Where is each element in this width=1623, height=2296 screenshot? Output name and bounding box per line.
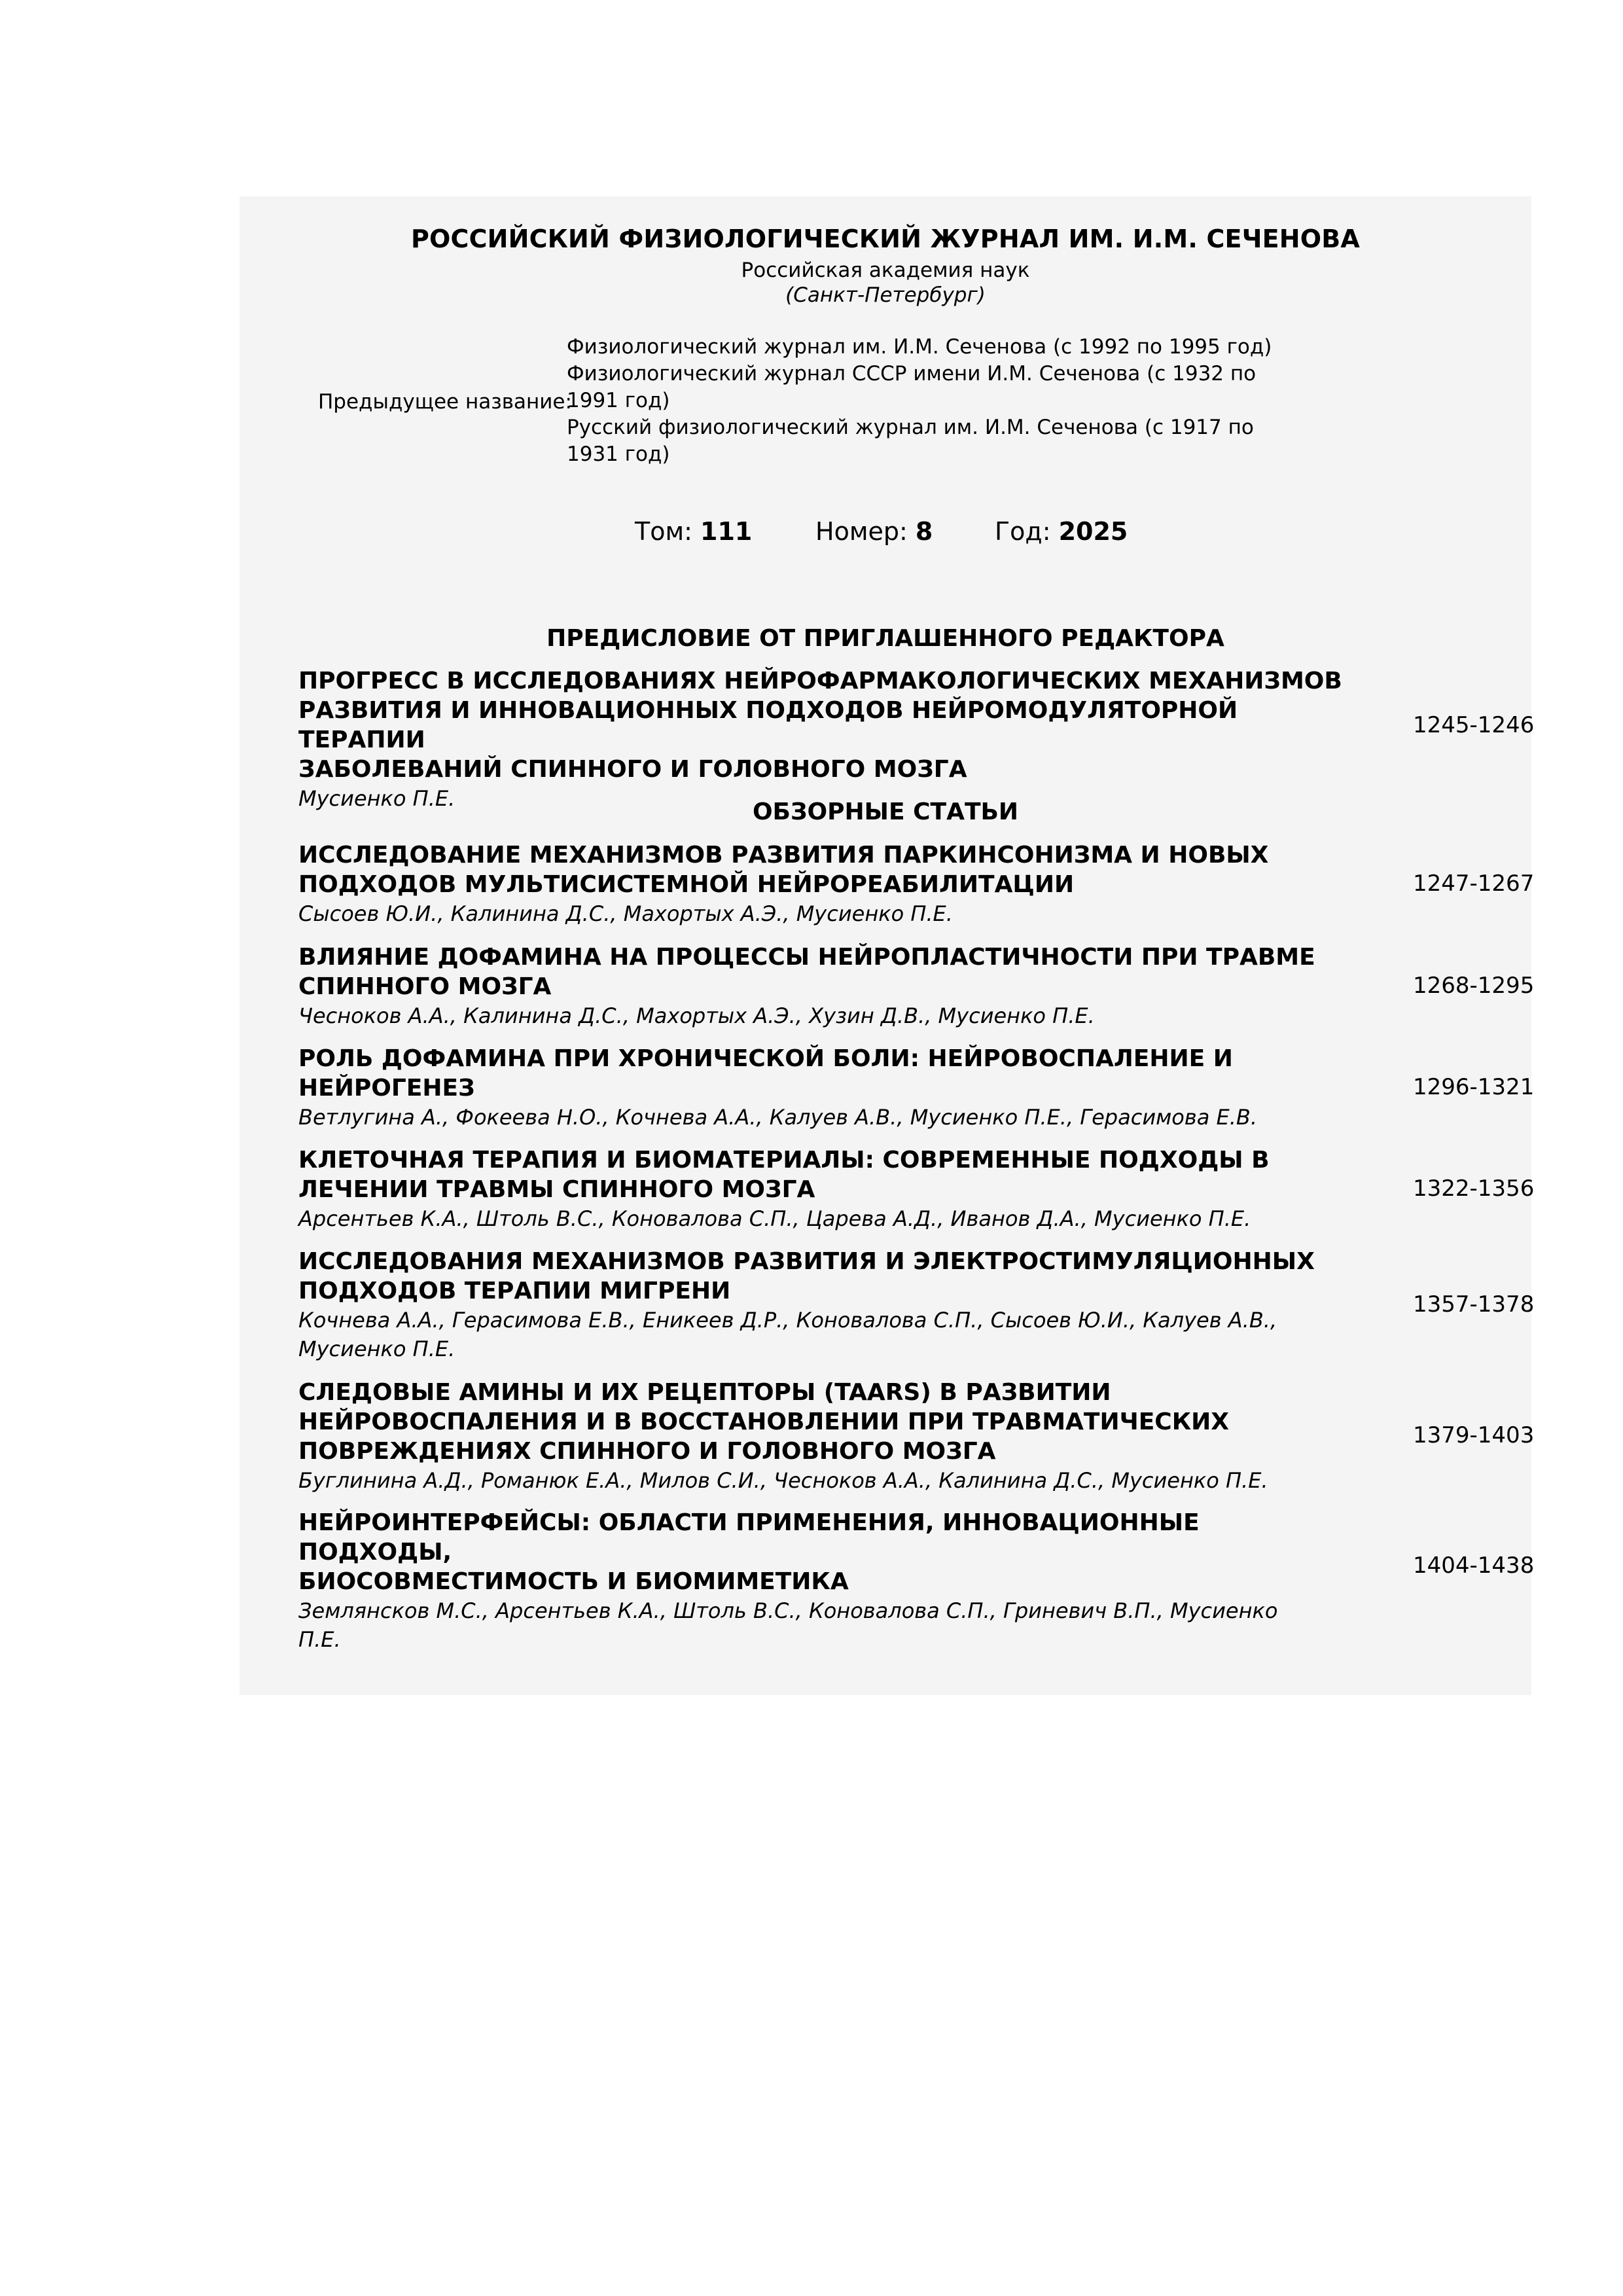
article-authors: Чесноков А.А., Калинина Д.С., Махортых А.Э., Хузин Д.В., Мусиенко П.Е. <box>298 1003 1095 1028</box>
article-authors: Арсентьев К.А., Штоль В.С., Коновалова С.П., Царева А.Д., Иванов Д.А., Мусиенко П.Е. <box>298 1206 1251 1231</box>
publisher-city: (Санкт-Петербург) <box>785 283 986 307</box>
article-authors: Кочнева А.А., Герасимова Е.В., Еникеев Д.Р., Коновалова С.П., Сысоев Ю.И., Калуев А.В., Мусиенко П.Е. <box>298 1308 1277 1361</box>
section-heading: ОБЗОРНЫЕ СТАТЬИ <box>752 798 1019 825</box>
article-entry[interactable] <box>298 840 1535 928</box>
article-title[interactable]: ИССЛЕДОВАНИЯ МЕХАНИЗМОВ РАЗВИТИЯ И ЭЛЕКТРОСТИМУЛЯЦИОННЫХ ПОДХОДОВ ТЕРАПИИ МИГРЕНИ <box>298 1248 1315 1304</box>
previous-title: Физиологический журнал СССР имени И.М. Сеченова (с 1932 по 1991 год) <box>567 362 1257 412</box>
article-authors: Ветлугина А., Фокеева Н.О., Кочнева А.А., Калуев А.В., Мусиенко П.Е., Герасимова Е.В. <box>298 1105 1257 1130</box>
year-label: Год: <box>995 517 1051 546</box>
article-pages: 1245-1246 <box>1413 712 1535 738</box>
article-title[interactable]: КЛЕТОЧНАЯ ТЕРАПИЯ И БИОМАТЕРИАЛЫ: СОВРЕМЕННЫЕ ПОДХОДЫ В ЛЕЧЕНИИ ТРАВМЫ СПИННОГО МОЗГА <box>298 1147 1270 1203</box>
issue-number <box>815 517 933 546</box>
article-entry[interactable] <box>298 1508 1535 1654</box>
article-title[interactable]: ВЛИЯНИЕ ДОФАМИНА НА ПРОЦЕССЫ НЕЙРОПЛАСТИЧНОСТИ ПРИ ТРАВМЕ СПИННОГО МОЗГА <box>298 944 1315 1000</box>
number-label: Номер: <box>815 517 908 546</box>
issue-year <box>995 517 1128 546</box>
article-title[interactable]: СЛЕДОВЫЕ АМИНЫ И ИХ РЕЦЕПТОРЫ (TAARS) В РАЗВИТИИ НЕЙРОВОСПАЛЕНИЯ И В ВОССТАНОВЛЕНИИ ПРИ ТРАВМАТИЧЕСКИХ ПОВРЕЖДЕНИЯХ СПИННОГО И ГОЛОВНОГО МОЗГА <box>298 1379 1230 1465</box>
volume <box>635 517 752 546</box>
article-pages: 1322-1356 <box>1413 1175 1535 1202</box>
article-entry[interactable] <box>298 666 1535 813</box>
article-authors: Мусиенко П.Е. <box>298 786 455 811</box>
previous-title-label: Предыдущее название: <box>318 390 572 414</box>
article-entry[interactable] <box>298 1145 1535 1233</box>
contents-panel <box>240 196 1535 1695</box>
article-entry[interactable] <box>298 942 1535 1030</box>
article-pages: 1404-1438 <box>1413 1552 1535 1579</box>
article-pages: 1268-1295 <box>1413 973 1535 999</box>
volume-value: 111 <box>700 517 753 546</box>
previous-titles-list <box>567 334 1287 468</box>
article-entry[interactable] <box>298 1044 1535 1132</box>
article-authors: Землянсков М.С., Арсентьев К.А., Штоль В.С., Коновалова С.П., Гриневич В.П., Мусиенко П.Е. <box>298 1598 1278 1652</box>
previous-title: Физиологический журнал им. И.М. Сеченова (с 1992 по 1995 год) <box>567 335 1272 359</box>
journal-title: РОССИЙСКИЙ ФИЗИОЛОГИЧЕСКИЙ ЖУРНАЛ ИМ. И.М. СЕЧЕНОВА <box>410 224 1361 253</box>
article-title[interactable]: НЕЙРОИНТЕРФЕЙСЫ: ОБЛАСТИ ПРИМЕНЕНИЯ, ИННОВАЦИОННЫЕ ПОДХОДЫ, БИОСОВМЕСТИМОСТЬ И БИОМИМЕТИКА <box>298 1509 1200 1595</box>
article-pages: 1357-1378 <box>1413 1291 1535 1318</box>
previous-title: Русский физиологический журнал им. И.М. Сеченова (с 1917 по 1931 год) <box>567 416 1254 466</box>
article-entry[interactable] <box>298 1378 1535 1495</box>
article-pages: 1247-1267 <box>1413 870 1535 897</box>
article-title[interactable]: РОЛЬ ДОФАМИНА ПРИ ХРОНИЧЕСКОЙ БОЛИ: НЕЙРОВОСПАЛЕНИЕ И НЕЙРОГЕНЕЗ <box>298 1045 1233 1102</box>
number-value: 8 <box>915 517 933 546</box>
article-pages: 1296-1321 <box>1413 1074 1535 1100</box>
year-value: 2025 <box>1058 517 1128 546</box>
section-heading: ПРЕДИСЛОВИЕ ОТ ПРИГЛАШЕННОГО РЕДАКТОРА <box>546 625 1224 652</box>
volume-label: Том: <box>635 517 692 546</box>
article-title[interactable]: ИССЛЕДОВАНИЕ МЕХАНИЗМОВ РАЗВИТИЯ ПАРКИНСОНИЗМА И НОВЫХ ПОДХОДОВ МУЛЬТИСИСТЕМНОЙ НЕЙРОРЕАБИЛИТАЦИИ <box>298 842 1269 898</box>
article-pages: 1379-1403 <box>1413 1422 1535 1448</box>
article-authors: Буглинина А.Д., Романюк Е.А., Милов С.И., Чесноков А.А., Калинина Д.С., Мусиенко П.Е. <box>298 1468 1268 1493</box>
publisher: Российская академия наук <box>741 259 1030 282</box>
article-title[interactable]: ПРОГРЕСС В ИССЛЕДОВАНИЯХ НЕЙРОФАРМАКОЛОГИЧЕСКИХ МЕХАНИЗМОВ РАЗВИТИЯ И ИННОВАЦИОННЫХ ПОДХОДОВ НЕЙРОМОДУЛЯТОРНОЙ ТЕРАПИИ ЗАБОЛЕВАНИЙ СПИННОГО И ГОЛОВНОГО МОЗГА <box>298 668 1342 783</box>
article-authors: Сысоев Ю.И., Калинина Д.С., Махортых А.Э., Мусиенко П.Е. <box>298 901 953 926</box>
article-entry[interactable] <box>298 1247 1535 1363</box>
